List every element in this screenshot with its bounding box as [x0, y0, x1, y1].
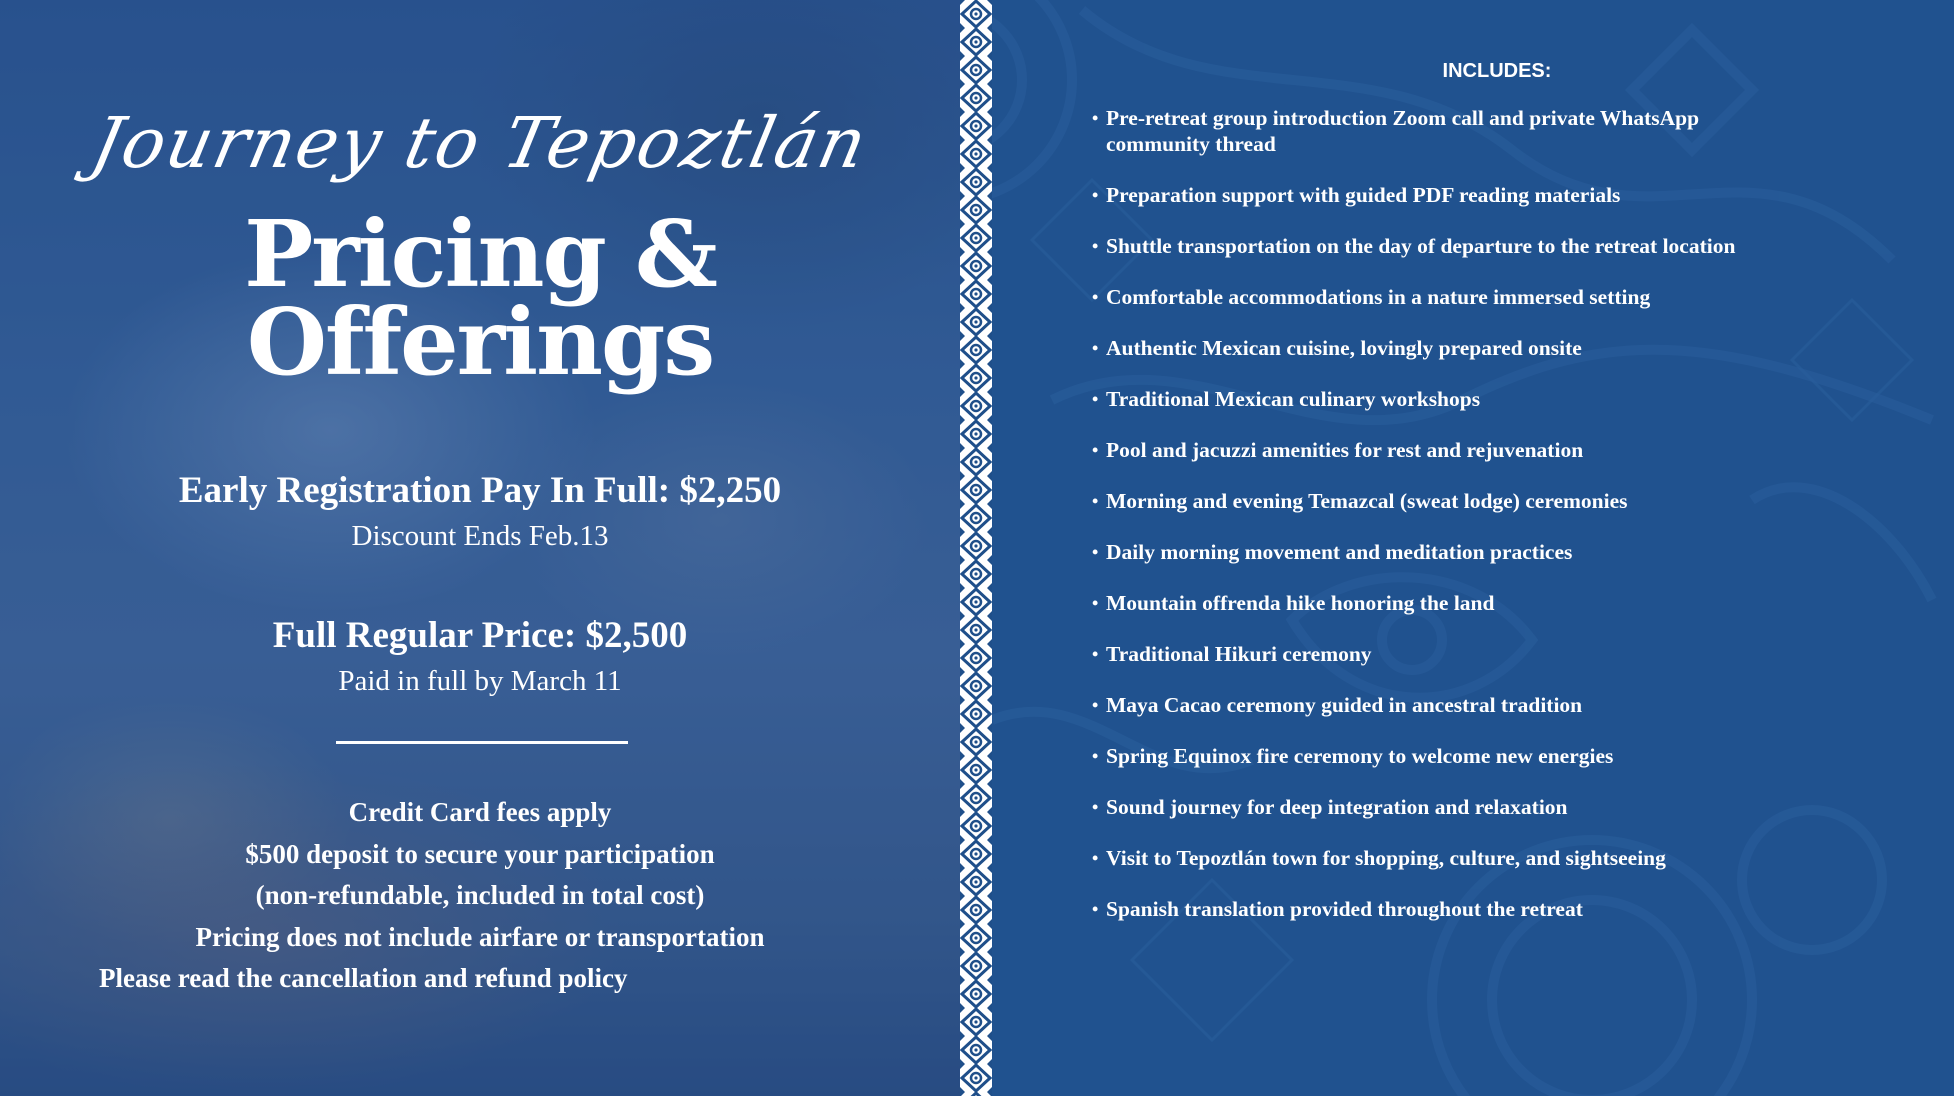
list-item: • Authentic Mexican cuisine, lovingly prepared onsite — [1092, 336, 1582, 360]
pricing-notes — [0, 792, 960, 1000]
section-divider — [336, 741, 628, 744]
regular-price: Full Regular Price: $2,500 — [272, 615, 688, 656]
list-item: • Maya Cacao ceremony guided in ancestral tradition — [1092, 693, 1583, 717]
page-title-line-2: Offerings — [246, 288, 714, 396]
regular-price-note: Paid in full by March 11 — [338, 665, 622, 697]
bullet-icon: • — [1092, 338, 1099, 358]
bullet-icon: • — [1092, 848, 1099, 868]
note-airfare: Pricing does not include airfare or transportation — [195, 921, 765, 952]
note-credit-card-fees: Credit Card fees apply — [348, 797, 612, 827]
list-item: • Visit to Tepoztlán town for shopping, culture, and sightseeing — [1092, 846, 1666, 870]
decorative-pattern-strip — [960, 0, 992, 1096]
bullet-icon: • — [1092, 185, 1099, 205]
list-item: • Daily morning movement and meditation practices — [1092, 540, 1573, 564]
script-title: Journey to Tepoztlán — [84, 102, 876, 184]
includes-list — [1092, 105, 1872, 947]
page-title — [0, 200, 960, 396]
bullet-icon: • — [1092, 899, 1099, 919]
bullet-icon: • — [1092, 593, 1099, 613]
list-item: • Traditional Hikuri ceremony — [1092, 642, 1372, 666]
list-item: • Sound journey for deep integration and relaxation — [1092, 795, 1568, 819]
list-item: • Morning and evening Temazcal (sweat lodge) ceremonies — [1092, 489, 1628, 513]
list-item: • Pre-retreat group introduction Zoom call and private WhatsApp community thread — [1092, 106, 1700, 156]
list-item: • Pool and jacuzzi amenities for rest and rejuvenation — [1092, 438, 1584, 462]
bullet-icon: • — [1092, 440, 1099, 460]
bullet-icon: • — [1092, 491, 1099, 511]
includes-heading: INCLUDES: — [1442, 60, 1552, 82]
note-deposit: $500 deposit to secure your participation — [245, 838, 715, 869]
right-panel — [992, 0, 1954, 1096]
bullet-icon: • — [1092, 797, 1099, 817]
list-item: • Traditional Mexican culinary workshops — [1092, 387, 1481, 411]
bullet-icon: • — [1092, 236, 1099, 256]
list-item: • Spring Equinox fire ceremony to welcome new energies — [1092, 744, 1614, 768]
list-item: • Mountain offrenda hike honoring the land — [1092, 591, 1495, 615]
list-item: • Preparation support with guided PDF reading materials — [1092, 183, 1621, 207]
bullet-icon: • — [1092, 389, 1099, 409]
page-title-line-1: Pricing & — [244, 200, 716, 308]
bullet-icon: • — [1092, 746, 1099, 766]
list-item: • Spanish translation provided throughout the retreat — [1092, 897, 1583, 921]
early-registration-price: Early Registration Pay In Full: $2,250 — [178, 470, 782, 511]
early-registration-block — [0, 469, 960, 553]
list-item: • Comfortable accommodations in a nature immersed setting — [1092, 285, 1651, 309]
note-cancellation-policy: Please read the cancellation and refund policy — [99, 963, 628, 993]
bullet-icon: • — [1092, 287, 1099, 307]
regular-price-block — [0, 614, 960, 698]
list-item: • Shuttle transportation on the day of departure to the retreat location — [1092, 234, 1736, 258]
bullet-icon: • — [1092, 644, 1099, 664]
pattern-icon — [960, 0, 992, 1096]
bullet-icon: • — [1092, 542, 1099, 562]
note-non-refundable: (non-refundable, included in total cost) — [255, 880, 705, 910]
early-registration-note: Discount Ends Feb.13 — [351, 520, 609, 552]
bullet-icon: • — [1092, 695, 1099, 715]
left-panel — [0, 0, 960, 1096]
bullet-icon: • — [1092, 108, 1099, 128]
